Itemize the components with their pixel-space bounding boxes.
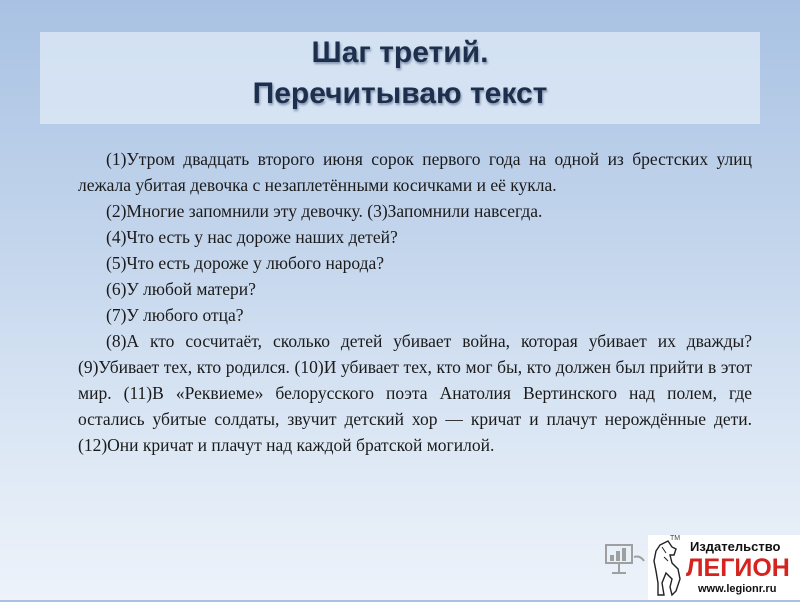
publisher-logo[interactable] bbox=[648, 535, 800, 600]
text-paragraph: (7)У любого отца? bbox=[106, 305, 244, 325]
text-paragraph: (8)А кто сосчитаёт, сколько детей убивает война, которая убивает их дважды? (9)Убивает тех, кто родился. (10)И убивает тех, кто мог бы, кто должен был прийти в этот мир. (11)В «Реквиеме» белорусского поэта Анатолия Вертинского над полем, где остались убитые солдаты, звучит детский хор — кричат и плачут нерождённые дети. (12)Они кричат и плачут над каждой братской могилой. bbox=[78, 331, 752, 455]
publisher-brand: ЛЕГИОН bbox=[686, 554, 790, 582]
publisher-site-link[interactable]: www.legionr.ru bbox=[698, 583, 777, 595]
text-paragraph: (4)Что есть у нас дороже наших детей? bbox=[106, 227, 398, 247]
slide-title-band bbox=[40, 32, 760, 124]
text-paragraph: (2)Многие запомнили эту девочку. (3)Запомнили навсегда. bbox=[106, 201, 543, 221]
slide-title-line-2: Перечитываю текст bbox=[252, 77, 548, 110]
text-paragraph: (5)Что есть дороже у любого народа? bbox=[106, 253, 385, 273]
horse-icon bbox=[650, 539, 686, 597]
reading-text bbox=[78, 146, 752, 458]
footer bbox=[600, 535, 800, 600]
presentation-watermark-icon bbox=[600, 535, 648, 583]
text-paragraph: (1)Утром двадцать второго июня сорок первого года на одной из брестских улиц лежала убитая девочка с незаплетёнными косичками и её кукла. bbox=[78, 149, 752, 195]
trademark-mark: TM bbox=[670, 535, 681, 542]
publisher-word: Издательство bbox=[690, 539, 781, 554]
slide-title-line-1: Шаг третий. bbox=[311, 36, 489, 69]
text-paragraph: (6)У любой матери? bbox=[106, 279, 256, 299]
